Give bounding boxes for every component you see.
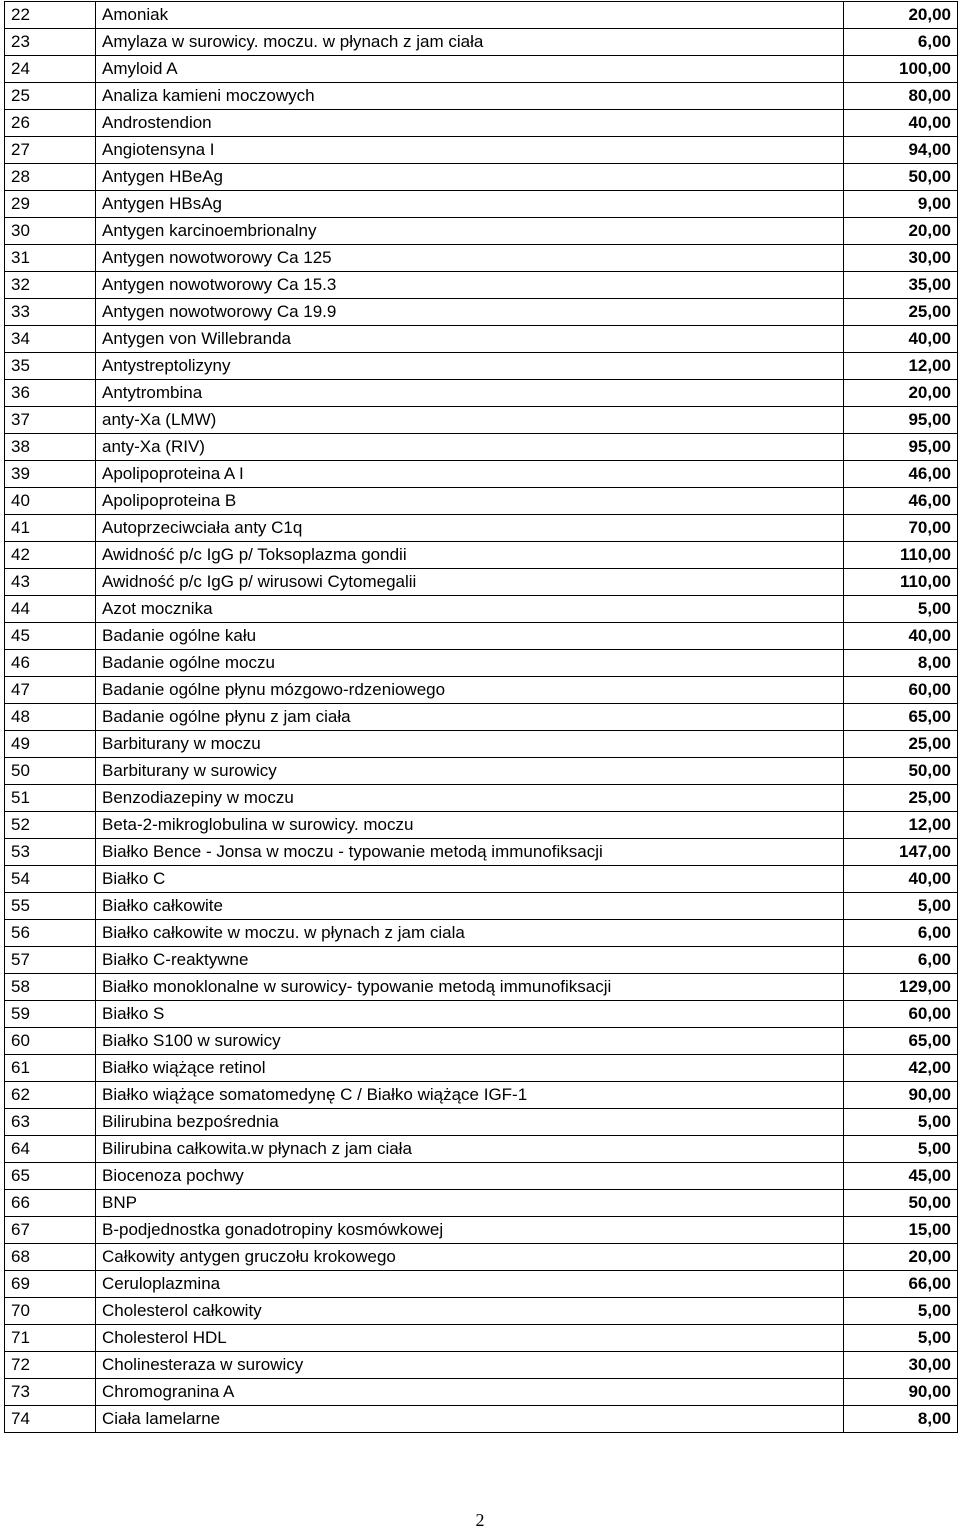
table-row [5, 812, 958, 839]
table-row [5, 1082, 958, 1109]
table-row [5, 1136, 958, 1163]
row-number-cell: 23 [5, 29, 96, 56]
test-name-cell: Antygen von Willebranda [96, 326, 844, 353]
price-cell: 100,00 [844, 56, 958, 83]
row-number-cell: 71 [5, 1325, 96, 1352]
price-cell: 5,00 [844, 1136, 958, 1163]
price-cell: 46,00 [844, 461, 958, 488]
row-number-cell: 27 [5, 137, 96, 164]
price-list-body [5, 2, 958, 1433]
price-cell: 20,00 [844, 1244, 958, 1271]
test-name-cell: Badanie ogólne płynu mózgowo-rdzeniowego [96, 677, 844, 704]
test-name-cell: Awidność p/c IgG p/ wirusowi Cytomegalii [96, 569, 844, 596]
test-name-cell: Apolipoproteina A I [96, 461, 844, 488]
row-number-cell: 46 [5, 650, 96, 677]
test-name-cell: B-podjednostka gonadotropiny kosmówkowej [96, 1217, 844, 1244]
table-row [5, 137, 958, 164]
test-name-cell: Całkowity antygen gruczołu krokowego [96, 1244, 844, 1271]
table-row [5, 218, 958, 245]
test-name-cell: Badanie ogólne płynu z jam ciała [96, 704, 844, 731]
row-number-cell: 40 [5, 488, 96, 515]
price-cell: 80,00 [844, 83, 958, 110]
row-number-cell: 56 [5, 920, 96, 947]
table-row [5, 1217, 958, 1244]
price-cell: 45,00 [844, 1163, 958, 1190]
row-number-cell: 26 [5, 110, 96, 137]
test-name-cell: Cholinesteraza w surowicy [96, 1352, 844, 1379]
row-number-cell: 48 [5, 704, 96, 731]
table-row [5, 1406, 958, 1433]
price-cell: 40,00 [844, 866, 958, 893]
price-cell: 5,00 [844, 596, 958, 623]
table-row [5, 164, 958, 191]
table-row [5, 542, 958, 569]
price-cell: 65,00 [844, 704, 958, 731]
table-row [5, 947, 958, 974]
test-name-cell: Biocenoza pochwy [96, 1163, 844, 1190]
test-name-cell: Białko Bence - Jonsa w moczu - typowanie metodą immunofiksacji [96, 839, 844, 866]
test-name-cell: Antygen nowotworowy Ca 19.9 [96, 299, 844, 326]
test-name-cell: Białko C [96, 866, 844, 893]
row-number-cell: 51 [5, 785, 96, 812]
price-cell: 25,00 [844, 299, 958, 326]
test-name-cell: Benzodiazepiny w moczu [96, 785, 844, 812]
price-cell: 129,00 [844, 974, 958, 1001]
table-row [5, 1055, 958, 1082]
row-number-cell: 42 [5, 542, 96, 569]
row-number-cell: 44 [5, 596, 96, 623]
row-number-cell: 61 [5, 1055, 96, 1082]
price-cell: 60,00 [844, 677, 958, 704]
test-name-cell: anty-Xa (LMW) [96, 407, 844, 434]
test-name-cell: Chromogranina A [96, 1379, 844, 1406]
test-name-cell: Białko monoklonalne w surowicy- typowanie metodą immunofiksacji [96, 974, 844, 1001]
price-cell: 90,00 [844, 1379, 958, 1406]
price-cell: 40,00 [844, 110, 958, 137]
price-cell: 50,00 [844, 758, 958, 785]
table-row [5, 29, 958, 56]
table-row [5, 191, 958, 218]
price-cell: 6,00 [844, 29, 958, 56]
price-cell: 5,00 [844, 1109, 958, 1136]
table-row [5, 866, 958, 893]
price-cell: 25,00 [844, 731, 958, 758]
price-cell: 46,00 [844, 488, 958, 515]
row-number-cell: 45 [5, 623, 96, 650]
row-number-cell: 36 [5, 380, 96, 407]
price-cell: 94,00 [844, 137, 958, 164]
row-number-cell: 72 [5, 1352, 96, 1379]
price-cell: 95,00 [844, 434, 958, 461]
table-row [5, 1244, 958, 1271]
test-name-cell: Apolipoproteina B [96, 488, 844, 515]
table-row [5, 299, 958, 326]
table-row [5, 110, 958, 137]
table-row [5, 1325, 958, 1352]
table-row [5, 380, 958, 407]
price-cell: 65,00 [844, 1028, 958, 1055]
table-row [5, 974, 958, 1001]
test-name-cell: BNP [96, 1190, 844, 1217]
price-cell: 70,00 [844, 515, 958, 542]
row-number-cell: 31 [5, 245, 96, 272]
test-name-cell: Białko S [96, 1001, 844, 1028]
table-row [5, 623, 958, 650]
test-name-cell: Białko całkowite w moczu. w płynach z jam ciala [96, 920, 844, 947]
row-number-cell: 32 [5, 272, 96, 299]
row-number-cell: 66 [5, 1190, 96, 1217]
test-name-cell: Antygen karcinoembrionalny [96, 218, 844, 245]
table-row [5, 785, 958, 812]
price-cell: 20,00 [844, 2, 958, 29]
row-number-cell: 39 [5, 461, 96, 488]
table-row [5, 83, 958, 110]
price-cell: 40,00 [844, 623, 958, 650]
price-cell: 95,00 [844, 407, 958, 434]
test-name-cell: Beta-2-mikroglobulina w surowicy. moczu [96, 812, 844, 839]
table-row [5, 56, 958, 83]
row-number-cell: 34 [5, 326, 96, 353]
row-number-cell: 55 [5, 893, 96, 920]
price-cell: 50,00 [844, 164, 958, 191]
price-cell: 42,00 [844, 1055, 958, 1082]
test-name-cell: Białko całkowite [96, 893, 844, 920]
price-cell: 20,00 [844, 218, 958, 245]
price-cell: 110,00 [844, 542, 958, 569]
test-name-cell: Barbiturany w surowicy [96, 758, 844, 785]
row-number-cell: 52 [5, 812, 96, 839]
price-cell: 5,00 [844, 893, 958, 920]
test-name-cell: Azot mocznika [96, 596, 844, 623]
test-name-cell: Bilirubina całkowita.w płynach z jam ciała [96, 1136, 844, 1163]
row-number-cell: 24 [5, 56, 96, 83]
test-name-cell: Autoprzeciwciała anty C1q [96, 515, 844, 542]
price-cell: 15,00 [844, 1217, 958, 1244]
table-row [5, 353, 958, 380]
row-number-cell: 68 [5, 1244, 96, 1271]
table-row [5, 515, 958, 542]
row-number-cell: 30 [5, 218, 96, 245]
price-cell: 147,00 [844, 839, 958, 866]
row-number-cell: 28 [5, 164, 96, 191]
price-cell: 8,00 [844, 650, 958, 677]
table-row [5, 245, 958, 272]
price-cell: 40,00 [844, 326, 958, 353]
test-name-cell: Androstendion [96, 110, 844, 137]
row-number-cell: 37 [5, 407, 96, 434]
price-cell: 110,00 [844, 569, 958, 596]
price-cell: 12,00 [844, 812, 958, 839]
test-name-cell: Antytrombina [96, 380, 844, 407]
table-row [5, 326, 958, 353]
row-number-cell: 60 [5, 1028, 96, 1055]
row-number-cell: 50 [5, 758, 96, 785]
row-number-cell: 59 [5, 1001, 96, 1028]
row-number-cell: 74 [5, 1406, 96, 1433]
test-name-cell: Bilirubina bezpośrednia [96, 1109, 844, 1136]
row-number-cell: 33 [5, 299, 96, 326]
price-cell: 60,00 [844, 1001, 958, 1028]
test-name-cell: Antygen nowotworowy Ca 125 [96, 245, 844, 272]
table-row [5, 1298, 958, 1325]
table-row [5, 461, 958, 488]
test-name-cell: Białko C-reaktywne [96, 947, 844, 974]
table-row [5, 704, 958, 731]
price-cell: 5,00 [844, 1325, 958, 1352]
page-number: 2 [475, 1510, 485, 1530]
price-cell: 35,00 [844, 272, 958, 299]
row-number-cell: 69 [5, 1271, 96, 1298]
row-number-cell: 65 [5, 1163, 96, 1190]
price-cell: 6,00 [844, 947, 958, 974]
row-number-cell: 57 [5, 947, 96, 974]
table-row [5, 488, 958, 515]
test-name-cell: Awidność p/c IgG p/ Toksoplazma gondii [96, 542, 844, 569]
test-name-cell: Amoniak [96, 2, 844, 29]
test-name-cell: Barbiturany w moczu [96, 731, 844, 758]
test-name-cell: Amyloid A [96, 56, 844, 83]
test-name-cell: Białko S100 w surowicy [96, 1028, 844, 1055]
price-list-table [4, 1, 958, 1433]
row-number-cell: 53 [5, 839, 96, 866]
table-row [5, 893, 958, 920]
row-number-cell: 63 [5, 1109, 96, 1136]
test-name-cell: Analiza kamieni moczowych [96, 83, 844, 110]
row-number-cell: 41 [5, 515, 96, 542]
table-row [5, 758, 958, 785]
table-row [5, 1109, 958, 1136]
table-row [5, 407, 958, 434]
test-name-cell: Cholesterol HDL [96, 1325, 844, 1352]
price-cell: 50,00 [844, 1190, 958, 1217]
row-number-cell: 35 [5, 353, 96, 380]
row-number-cell: 29 [5, 191, 96, 218]
table-row [5, 677, 958, 704]
table-row [5, 839, 958, 866]
test-name-cell: Badanie ogólne moczu [96, 650, 844, 677]
test-name-cell: Amylaza w surowicy. moczu. w płynach z jam ciała [96, 29, 844, 56]
test-name-cell: Białko wiążące somatomedynę C / Białko wiążące IGF-1 [96, 1082, 844, 1109]
test-name-cell: Białko wiążące retinol [96, 1055, 844, 1082]
price-cell: 5,00 [844, 1298, 958, 1325]
test-name-cell: Antystreptolizyny [96, 353, 844, 380]
row-number-cell: 58 [5, 974, 96, 1001]
row-number-cell: 49 [5, 731, 96, 758]
table-row [5, 272, 958, 299]
test-name-cell: Badanie ogólne kału [96, 623, 844, 650]
price-cell: 30,00 [844, 245, 958, 272]
test-name-cell: Antygen HBeAg [96, 164, 844, 191]
table-row [5, 569, 958, 596]
price-cell: 90,00 [844, 1082, 958, 1109]
price-cell: 8,00 [844, 1406, 958, 1433]
row-number-cell: 73 [5, 1379, 96, 1406]
test-name-cell: anty-Xa (RIV) [96, 434, 844, 461]
row-number-cell: 47 [5, 677, 96, 704]
price-cell: 6,00 [844, 920, 958, 947]
table-row [5, 1028, 958, 1055]
test-name-cell: Angiotensyna I [96, 137, 844, 164]
price-cell: 25,00 [844, 785, 958, 812]
table-row [5, 596, 958, 623]
row-number-cell: 54 [5, 866, 96, 893]
table-row [5, 1001, 958, 1028]
test-name-cell: Ceruloplazmina [96, 1271, 844, 1298]
row-number-cell: 38 [5, 434, 96, 461]
row-number-cell: 64 [5, 1136, 96, 1163]
test-name-cell: Cholesterol całkowity [96, 1298, 844, 1325]
table-row [5, 434, 958, 461]
row-number-cell: 62 [5, 1082, 96, 1109]
table-row [5, 1352, 958, 1379]
table-row [5, 1163, 958, 1190]
row-number-cell: 22 [5, 2, 96, 29]
table-row [5, 1379, 958, 1406]
table-row [5, 731, 958, 758]
row-number-cell: 43 [5, 569, 96, 596]
row-number-cell: 25 [5, 83, 96, 110]
row-number-cell: 67 [5, 1217, 96, 1244]
table-row [5, 650, 958, 677]
row-number-cell: 70 [5, 1298, 96, 1325]
table-row [5, 1271, 958, 1298]
price-cell: 66,00 [844, 1271, 958, 1298]
table-row [5, 920, 958, 947]
table-row [5, 2, 958, 29]
test-name-cell: Antygen nowotworowy Ca 15.3 [96, 272, 844, 299]
price-cell: 9,00 [844, 191, 958, 218]
test-name-cell: Antygen HBsAg [96, 191, 844, 218]
price-cell: 20,00 [844, 380, 958, 407]
test-name-cell: Ciała lamelarne [96, 1406, 844, 1433]
price-cell: 12,00 [844, 353, 958, 380]
table-row [5, 1190, 958, 1217]
price-cell: 30,00 [844, 1352, 958, 1379]
